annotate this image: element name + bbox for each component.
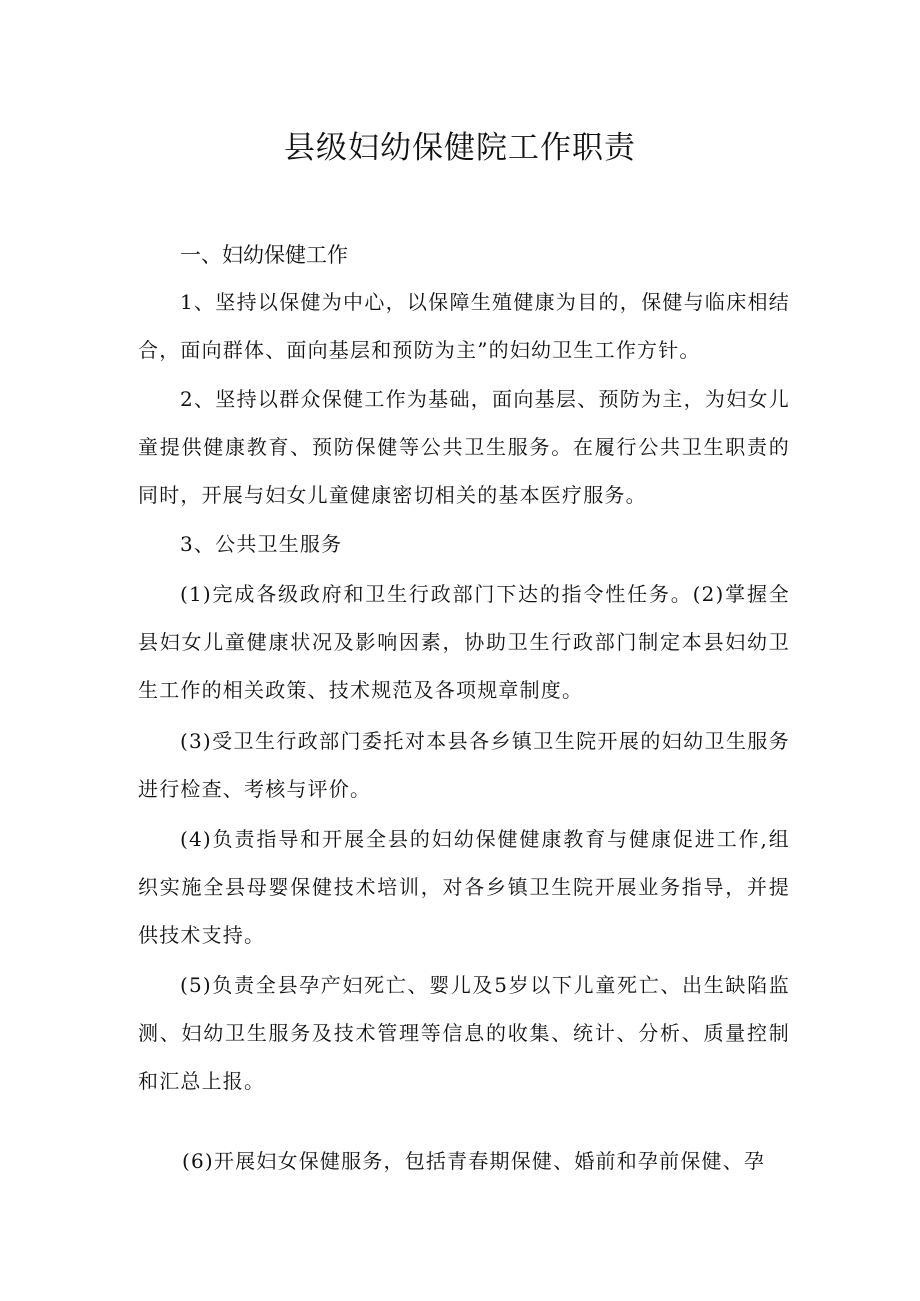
paragraph-item-1-2: (1)完成各级政府和卫生行政部门下达的指令性任务。(2)掌握全县妇女儿童健康状况及影响因素，协助卫生行政部门制定本县妇幼卫生工作的相关政策、技术规范及各项规章制度。 — [138, 582, 790, 702]
paragraph-item-6: (6)开展妇女保健服务，包括青春期保健、婚前和孕前保健、孕 — [182, 1149, 766, 1173]
paragraph-2: 2、坚持以群众保健工作为基础，面向基层、预防为主，为妇女儿童提供健康教育、预防保健等公共卫生服务。在履行公共卫生职责的同时，开展与妇女儿童健康密切相关的基本医疗服务。 — [138, 387, 790, 507]
paragraph-item-3: (3)受卫生行政部门委托对本县各乡镇卫生院开展的妇幼卫生服务进行检查、考核与评价。 — [138, 729, 790, 801]
document-title: 县级妇幼保健院工作职责 — [284, 130, 636, 166]
paragraph-item-4: (4)负责指导和开展全县的妇幼保健健康教育与健康促进工作,组织实施全县母婴保健技术培训，对各乡镇卫生院开展业务指导，并提供技术支持。 — [138, 827, 790, 947]
section-heading: 一、妇幼保健工作 — [180, 243, 348, 267]
paragraph-1: 1、坚持以保健为中心，以保障生殖健康为目的，保健与临床相结合，面向群体、面向基层和预防为主”的妇幼卫生工作方针。 — [138, 290, 790, 362]
paragraph-3-heading: 3、公共卫生服务 — [180, 532, 343, 556]
paragraph-item-5: (5)负责全县孕产妇死亡、婴儿及5岁以下儿童死亡、出生缺陷监测、妇幼卫生服务及技术管理等信息的收集、统计、分析、质量控制和汇总上报。 — [138, 973, 790, 1093]
